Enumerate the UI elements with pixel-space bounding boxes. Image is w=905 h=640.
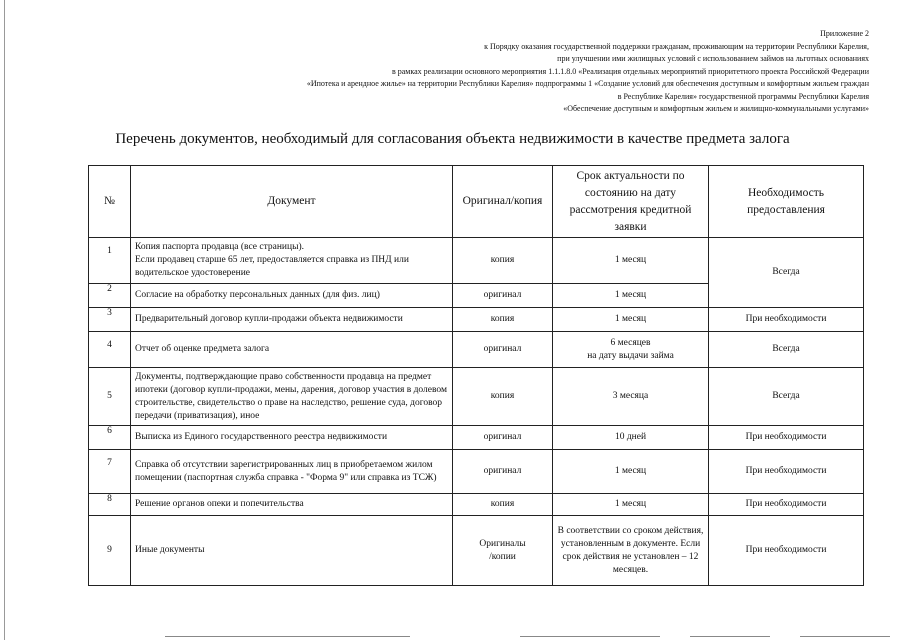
row-document: Согласие на обработку персональных данных (для физ. лиц) [131, 284, 453, 308]
row-term: 1 месяц [553, 284, 709, 308]
row-original: копия [453, 308, 553, 332]
row-original: копия [453, 368, 553, 426]
row-num: 5 [89, 368, 131, 426]
row-document: Иные документы [131, 516, 453, 586]
row-term: 1 месяц [553, 308, 709, 332]
row-num: 6 [89, 426, 131, 450]
appendix-line: в рамках реализации основного мероприятия 1.1.1.8.0 «Реализация отдельных мероприятий приоритетного проекта Российской Федерации [391, 66, 869, 76]
row-term: В соответствии со сроком действия, установленным в документе. Если срок действия не установлен – 12 месяцев. [553, 516, 709, 586]
appendix-line: Приложение 2 [820, 29, 869, 38]
appendix-line: к Порядку оказания государственной поддержки гражданам, проживающим на территории Республики Карелия, [484, 41, 869, 51]
row-term: 1 месяц [553, 238, 709, 284]
row-necessity: Всегда [709, 238, 864, 308]
row-necessity: При необходимости [709, 494, 864, 516]
row-term: 1 месяц [553, 450, 709, 494]
document-title: Перечень документов, необходимый для согласования объекта недвижимости в качестве предмета залога [115, 131, 790, 147]
table-row [89, 450, 864, 494]
row-term: 3 месяца [553, 368, 709, 426]
row-term: 6 месяцев на дату выдачи займа [553, 332, 709, 368]
row-necessity: При необходимости [709, 450, 864, 494]
row-term: 10 дней [553, 426, 709, 450]
appendix-line: в Республике Карелия» государственной программы Республики Карелия [617, 91, 869, 101]
row-num: 9 [89, 516, 131, 586]
row-original: оригинал [453, 332, 553, 368]
row-original: оригинал [453, 450, 553, 494]
row-num: 7 [89, 450, 131, 494]
header-document: Документ [131, 166, 453, 238]
scan-edge-line [4, 0, 5, 640]
row-num: 1 [89, 238, 131, 284]
row-document: Документы, подтверждающие право собственности продавца на предмет ипотеки (договор купли-продажи, мены, дарения, договор участия в долевом строительстве, свидетельство о праве на наследство, решение суда, договор передачи (приватизация), иное [131, 368, 453, 426]
scan-bottom-line [520, 636, 660, 637]
row-document [131, 238, 453, 284]
row-original: оригинал [453, 284, 553, 308]
header-necessity: Необходимость предоставления [709, 166, 864, 238]
header-num: № [89, 166, 131, 238]
header-term: Срок актуальности по состоянию на дату рассмотрения кредитной заявки [553, 166, 709, 238]
row-necessity: Всегда [709, 368, 864, 426]
row-document: Выписка из Единого государственного реестра недвижимости [131, 426, 453, 450]
row-num: 8 [89, 494, 131, 516]
row-necessity: При необходимости [709, 516, 864, 586]
row-document: Отчет об оценке предмета залога [131, 332, 453, 368]
row-original: оригинал [453, 426, 553, 450]
row-num: 3 [89, 308, 131, 332]
documents-table [88, 165, 864, 586]
row-num: 4 [89, 332, 131, 368]
header-original: Оригинал/копия [453, 166, 553, 238]
row-document: Предварительный договор купли-продажи объекта недвижимости [131, 308, 453, 332]
table-header-row [89, 166, 864, 238]
scan-bottom-line [690, 636, 770, 637]
table-row [89, 368, 864, 426]
row-necessity: Всегда [709, 332, 864, 368]
appendix-line: «Обеспечение доступным и комфортным жильем и жилищно-коммунальными услугами» [563, 104, 869, 113]
table-row [89, 238, 864, 284]
row-necessity: При необходимости [709, 426, 864, 450]
table-row [89, 426, 864, 450]
table-row [89, 494, 864, 516]
appendix-line: при улучшении ими жилищных условий с использованием займов на льготных основаниях [557, 54, 869, 63]
row-original: копия [453, 238, 553, 284]
appendix-line: «Ипотека и арендное жилье» на территории Республики Карелия» подпрограммы 1 «Создание условий для обеспечения доступным и комфортным жильем граждан [306, 79, 869, 88]
table-row [89, 516, 864, 586]
table-row [89, 332, 864, 368]
scan-bottom-line [165, 636, 410, 637]
row-document: Справка об отсутствии зарегистрированных лиц в приобретаемом жилом помещении (паспортная служба справка - "Форма 9" или справка из ТСЖ) [131, 450, 453, 494]
row-num: 2 [89, 284, 131, 308]
table-row [89, 308, 864, 332]
appendix-header [169, 28, 869, 116]
scan-bottom-line [800, 636, 890, 637]
row-term: 1 месяц [553, 494, 709, 516]
row-necessity: При необходимости [709, 308, 864, 332]
row-document: Решение органов опеки и попечительства [131, 494, 453, 516]
row-document-text: Копия паспорта продавца (все страницы). Если продавец старше 65 лет, предоставляется справка из ПНД или водительское удостоверение [135, 242, 409, 278]
row-original: Оригиналы /копии [453, 516, 553, 586]
row-original: копия [453, 494, 553, 516]
